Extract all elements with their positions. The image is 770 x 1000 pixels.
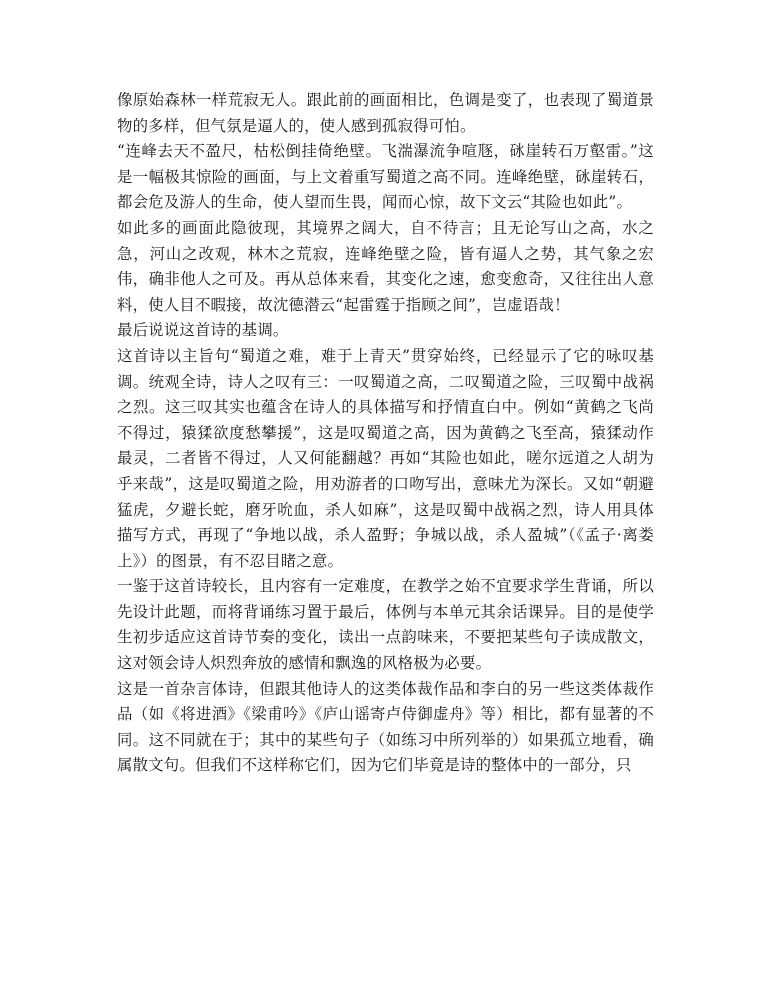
paragraph-2: “连峰去天不盈尺，枯松倒挂倚绝壁。飞湍瀑流争喧豗，砯崖转石万壑雷。”这是一幅极其惊险的画面，与上文着重写蜀道之高不同。连峰绝壁，砯崖转石，都会危及游人的生命，使人望而生畏，闻而心惊，故下文云“其险也如此”。 (117, 142, 654, 212)
paragraph-6: 一鉴于这首诗较长，且内容有一定难度，在教学之始不宜要求学生背诵，所以先设计此题，而将背诵练习置于最后，体例与本单元其余话课异。目的是使学生初步适应这首诗节奏的变化，读出一点韵味来，不要把某些句子读成散文，这对领会诗人炽烈奔放的感情和飘逸的风格极为必要。 (117, 577, 654, 673)
paragraph-7: 这是一首杂言体诗，但跟其他诗人的这类体裁作品和李白的另一些这类体裁作品（如《将进酒》《梁甫吟》《庐山谣寄卢侍御虚舟》等）相比，都有显著的不同。这不同就在于；其中的某些句子（如练习中所列举的）如果孤立地看，确属散文句。但我们不这样称它们，因为它们毕竟是诗的整体中的一部分，只 (117, 679, 654, 775)
paragraph-1: 像原始森林一样荒寂无人。跟此前的画面相比，色调是变了，也表现了蜀道景物的多样，但气氛是逼人的，使人感到孤寂得可怕。 (117, 91, 654, 135)
paragraph-5: 这首诗以主旨句“蜀道之难，难于上青天”贯穿始终，已经显示了它的咏叹基调。统观全诗，诗人之叹有三：一叹蜀道之高，二叹蜀道之险，三叹蜀中战祸之烈。这三叹其实也蕴含在诗人的具体描写和抒情直白中。例如“黄鹤之飞尚不得过，猿猱欲度愁攀援”，这是叹蜀道之高，因为黄鹤之飞至高，猿猱动作最灵，二者皆不得过，人又何能翻越？再如“其险也如此，嗟尔远道之人胡为乎来哉”，这是叹蜀道之险，用劝游者的口吻写出，意味尤为深长。又如“朝避猛虎，夕避长蛇，磨牙吮血，杀人如麻”，这是叹蜀中战祸之烈，诗人用具体描写方式，再现了“争地以战，杀人盈野；争城以战，杀人盈城”（《孟子·离娄上》）的图景，有不忍目睹之意。 (117, 346, 654, 570)
paragraph-3: 如此多的画面此隐彼现，其境界之阔大，自不待言；且无论写山之高，水之急，河山之改观，林木之荒寂，连峰绝壁之险，皆有逼人之势，其气象之宏伟，确非他人之可及。再从总体来看，其变化之速，愈变愈奇，又往往出人意料，使人目不暇接，故沈德潜云“起雷霆于指顾之间”，岂虚语哉！ (117, 218, 654, 314)
paragraph-4: 最后说说这首诗的基调。 (117, 321, 289, 340)
document-body (117, 88, 654, 779)
